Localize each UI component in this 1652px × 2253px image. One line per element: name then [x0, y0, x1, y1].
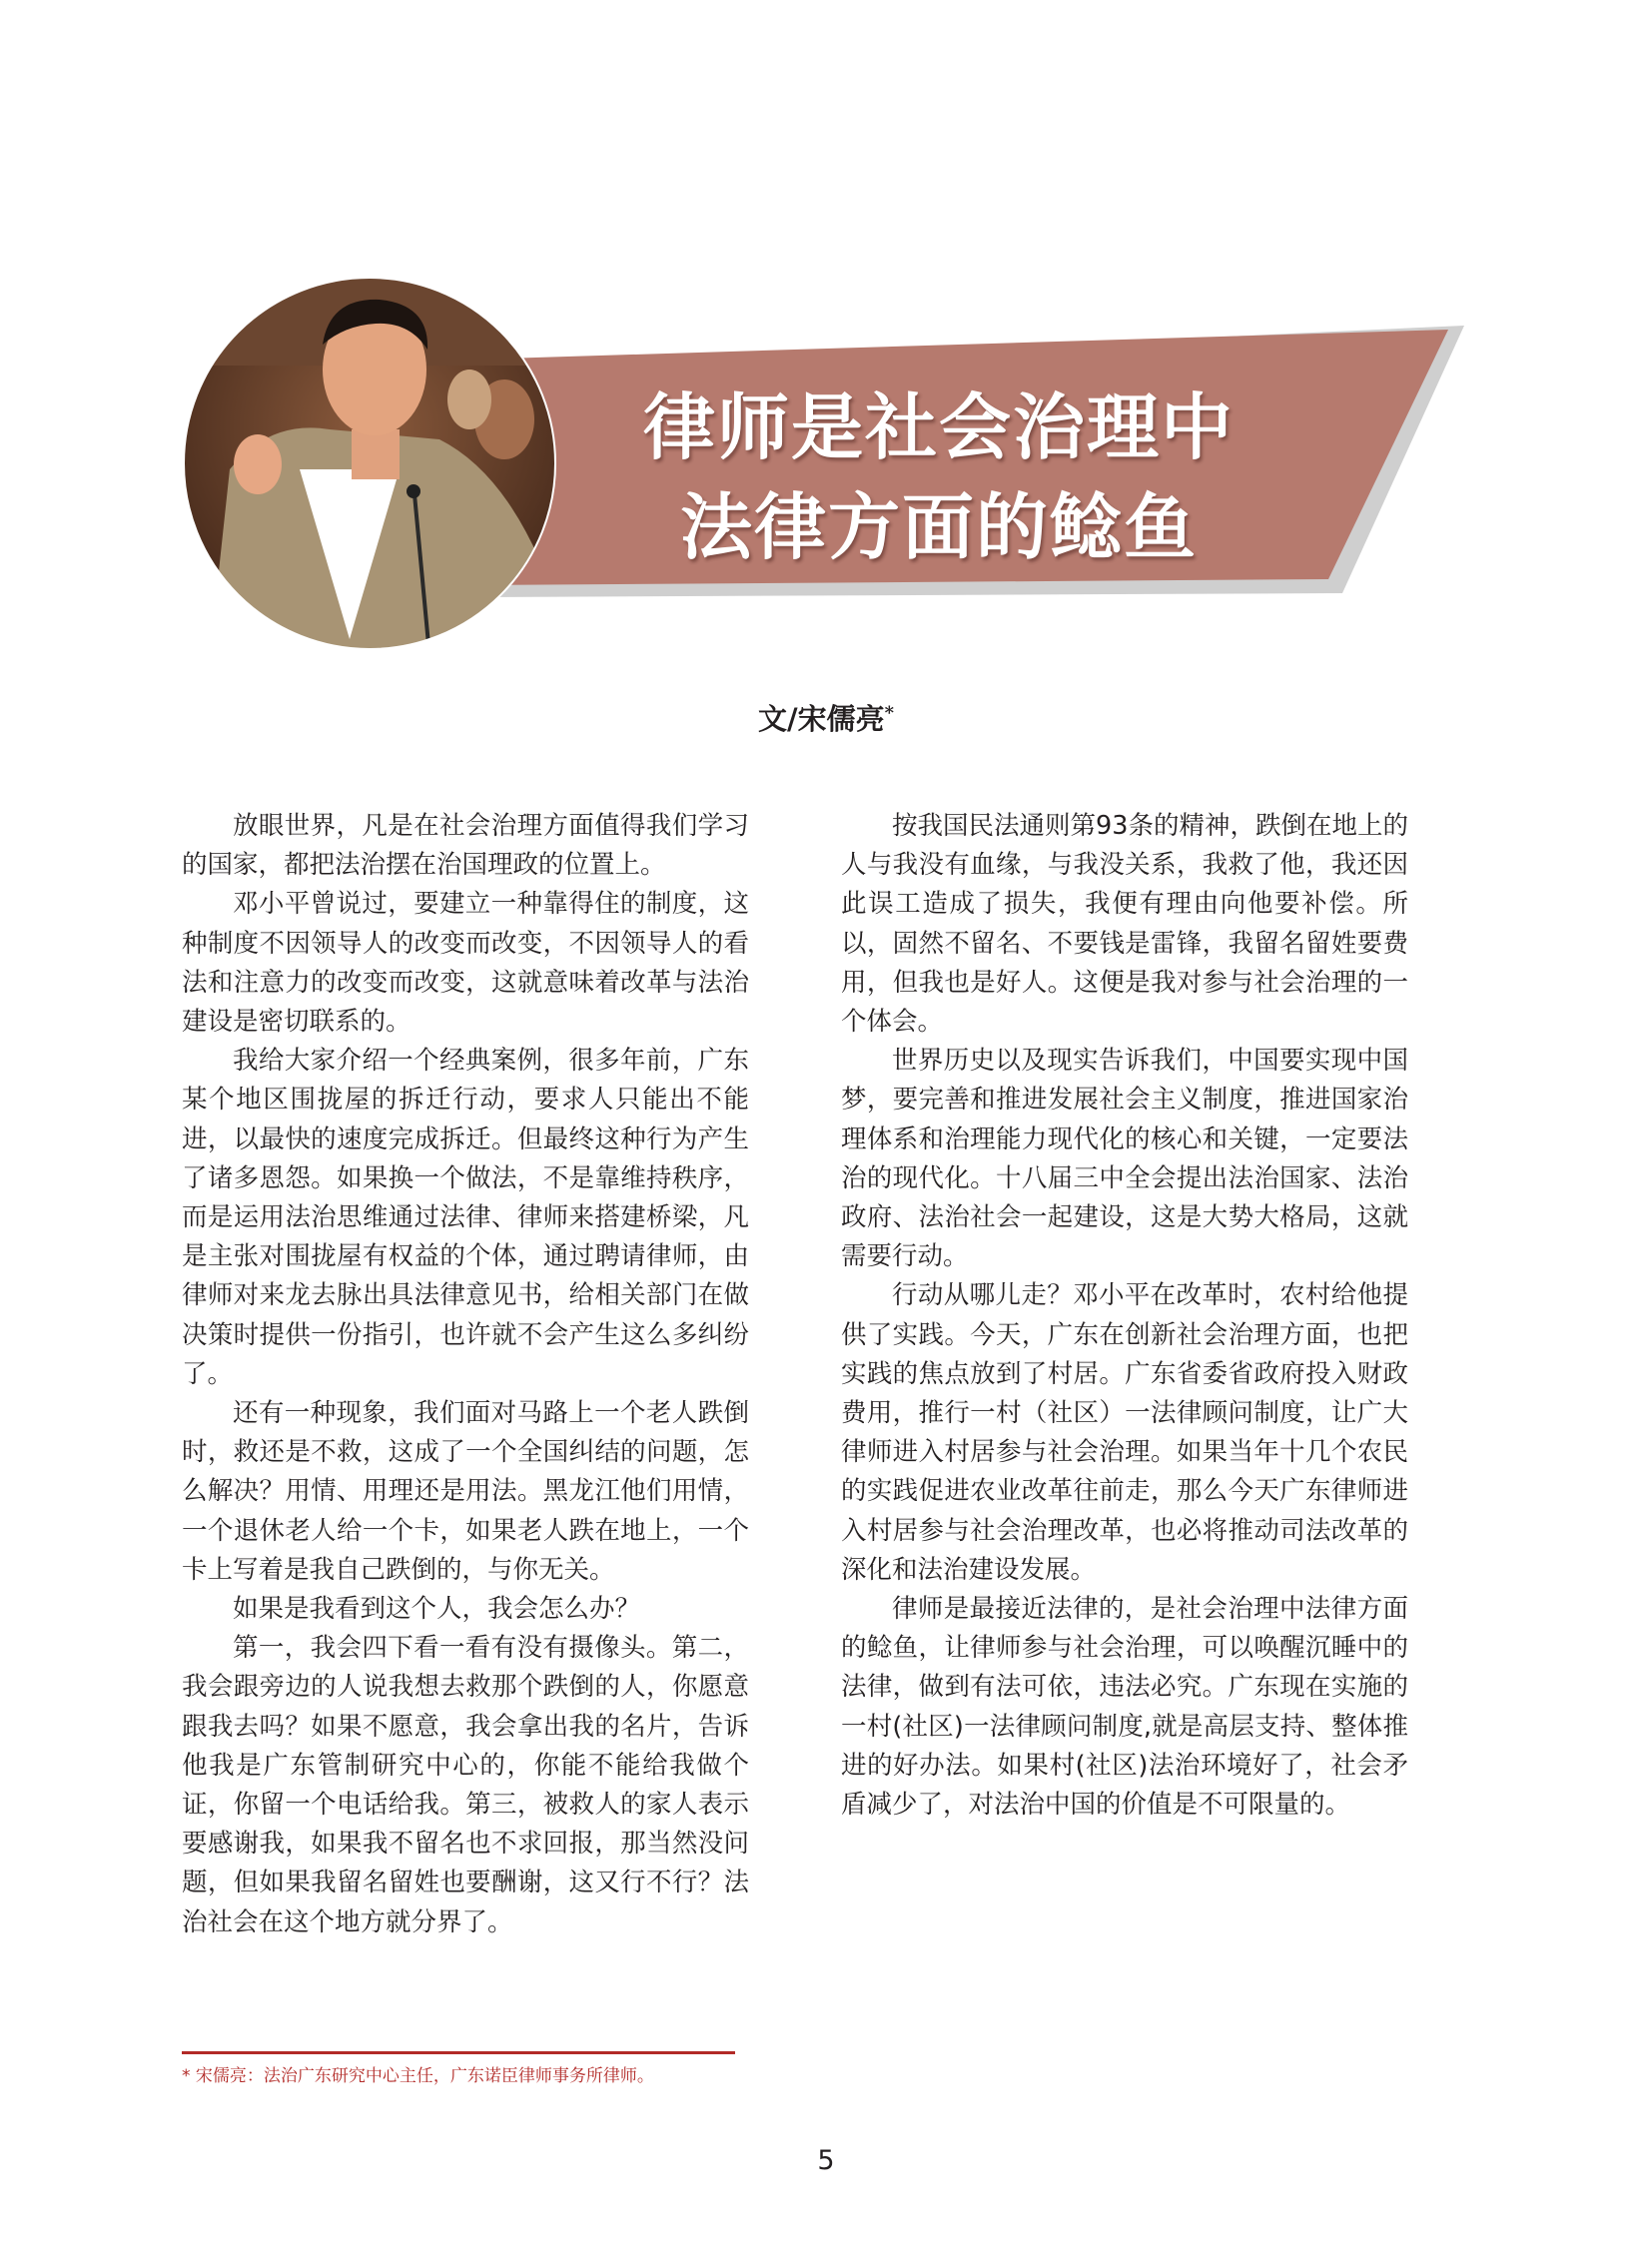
header-banner: [0, 0, 1652, 699]
paragraph: 如果是我看到这个人，我会怎么办？: [233, 1594, 641, 1625]
paragraph: 我给大家介绍一个经典案例，很多年前，广东某个地区围拢屋的拆迁行动，要求人只能出不能进，以最快的速度完成拆迁。但最终这种行为产生了诸多恩怨。如果换一个做法，不是靠维持秩序，而是运用法治思维通过法律、律师来搭建桥梁，凡是主张对围拢屋有权益的个体，通过聘请律师，由律师对来龙去脉出具法律意见书，给相关部门在做决策时提供一份指引，也许就不会产生这么多纠纷了。: [182, 1046, 749, 1389]
title-line-2: 法律方面的鲶鱼: [679, 484, 1198, 569]
banner-graphic: [0, 0, 1652, 699]
byline-text: 文/宋儒亮: [757, 702, 885, 736]
article-title: [589, 377, 1288, 577]
title-line-1: 律师是社会治理中: [642, 384, 1235, 469]
right-column: [841, 807, 1408, 1825]
paragraph: 还有一种现象，我们面对马路上一个老人跌倒时，救还是不救，这成了一个全国纠结的问题，怎么解决？用情、用理还是用法。黑龙江他们用情，一个退休老人给一个卡，如果老人跌在地上，一个卡上写着是我自己跌倒的，与你无关。: [182, 1398, 749, 1585]
paragraph: 按我国民法通则第93条的精神，跌倒在地上的人与我没有血缘，与我没关系，我救了他，我还因此误工造成了损失，我便有理由向他要补偿。所以，固然不留名、不要钱是雷锋，我留名留姓要费用，但我也是好人。这便是我对参与社会治理的一个体会。: [841, 811, 1408, 1038]
left-column: [182, 807, 749, 1942]
footnote-divider: [182, 2051, 735, 2054]
paragraph: 世界历史以及现实告诉我们，中国要实现中国梦，要完善和推进发展社会主义制度，推进国家治理体系和治理能力现代化的核心和关键，一定要法治的现代化。十八届三中全会提出法治国家、法治政府、法治社会一起建设，这是大势大格局，这就需要行动。: [841, 1046, 1408, 1272]
paragraph: 第一，我会四下看一看有没有摄像头。第二，我会跟旁边的人说我想去救那个跌倒的人，你愿意跟我去吗？如果不愿意，我会拿出我的名片，告诉他我是广东管制研究中心的，你能不能给我做个证，你留一个电话给我。第三，被救人的家人表示要感谢我，如果我不留名也不求回报，那当然没问题，但如果我留名留姓也要酬谢，这又行不行？法治社会在这个地方就分界了。: [182, 1633, 749, 1937]
paragraph: 放眼世界，凡是在社会治理方面值得我们学习的国家，都把法治摆在治国理政的位置上。: [182, 811, 749, 881]
footnote: * 宋儒亮：法治广东研究中心主任，广东诺臣律师事务所律师。: [182, 2066, 654, 2086]
paragraph: 邓小平曾说过，要建立一种靠得住的制度，这种制度不因领导人的改变而改变，不因领导人的看法和注意力的改变而改变，这就意味着改革与法治建设是密切联系的。: [182, 889, 749, 1038]
paragraph: 律师是最接近法律的，是社会治理中法律方面的鲶鱼，让律师参与社会治理，可以唤醒沉睡中的法律，做到有法可依，违法必究。广东现在实施的一村(社区)一法律顾问制度,就是高层支持、整体推进的好办法。如果村(社区)法治环境好了，社会矛盾减少了，对法治中国的价值是不可限量的。: [841, 1594, 1408, 1821]
page-number: 5: [817, 2145, 835, 2176]
paragraph: 行动从哪儿走？邓小平在改革时，农村给他提供了实践。今天，广东在创新社会治理方面，也把实践的焦点放到了村居。广东省委省政府投入财政费用，推行一村（社区）一法律顾问制度，让广大律师进入村居参与社会治理。如果当年十几个农民的实践促进农业改革往前走，那么今天广东律师进入村居参与社会治理改革，也必将推动司法改革的深化和法治建设发展。: [841, 1280, 1408, 1585]
byline-footnote-mark: *: [884, 702, 894, 724]
byline: [0, 697, 1652, 738]
